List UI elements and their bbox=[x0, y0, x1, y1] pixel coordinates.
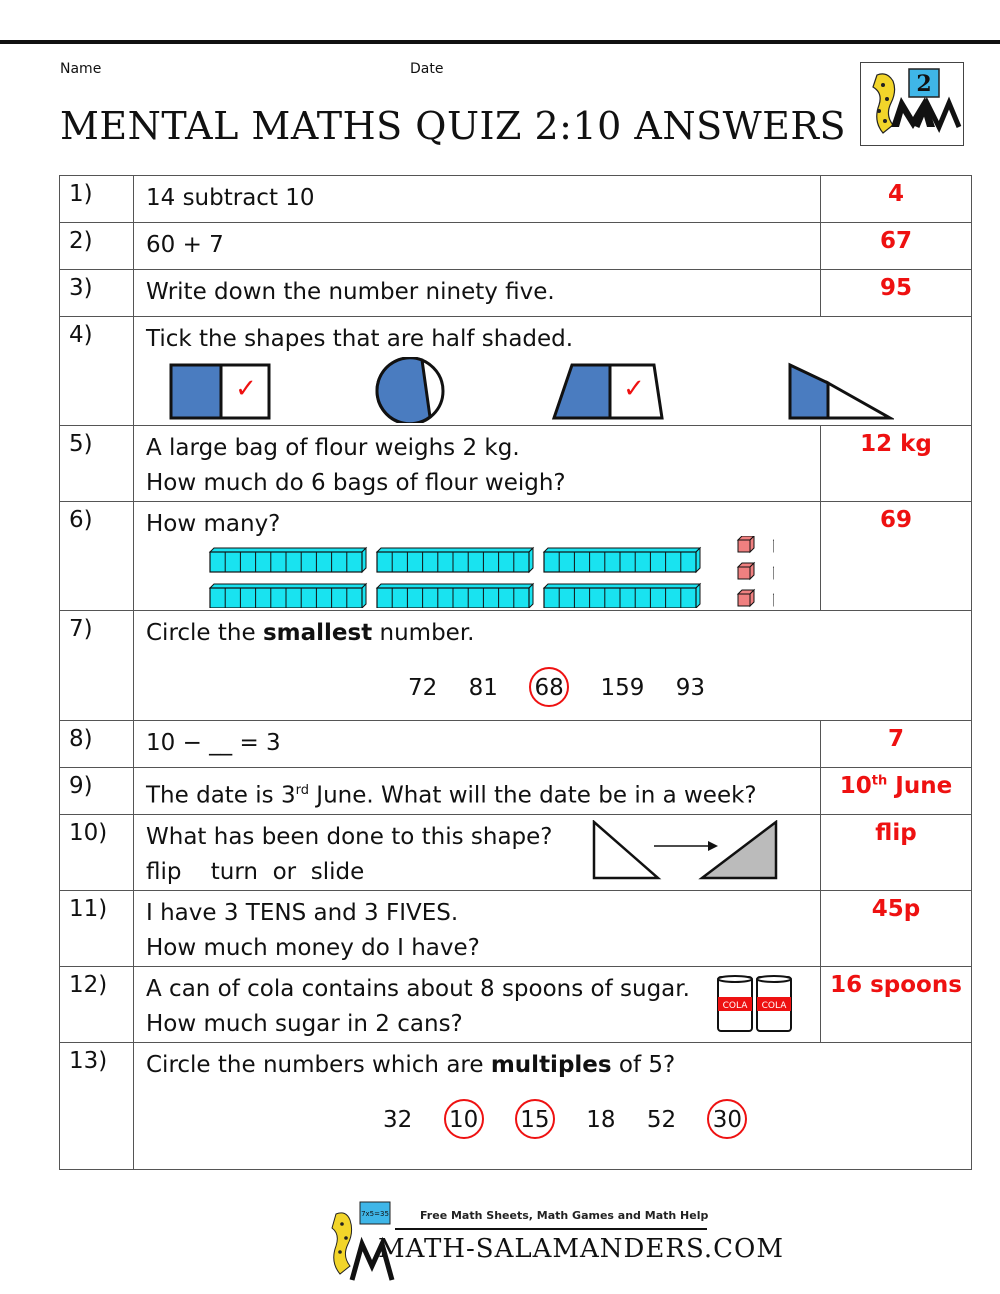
logo-badge bbox=[860, 62, 964, 146]
question-number: 7) bbox=[60, 611, 134, 721]
question-cell bbox=[134, 611, 972, 721]
arrow-icon bbox=[708, 841, 718, 851]
tick-mark-icon: ✓ bbox=[623, 374, 645, 404]
answer-cell bbox=[821, 768, 972, 815]
ten-rod bbox=[544, 584, 700, 608]
question-row bbox=[60, 768, 972, 815]
answer-cell: 69 bbox=[821, 502, 972, 611]
date-label: Date bbox=[410, 61, 444, 77]
tick-mark-icon: ✓ bbox=[235, 374, 257, 404]
number-choices bbox=[371, 1099, 971, 1139]
question-line: flip turn or slide bbox=[146, 859, 365, 885]
question-number: 8) bbox=[60, 721, 134, 768]
question-row bbox=[60, 176, 972, 223]
half-shaded-shapes bbox=[134, 357, 894, 423]
answer-cell: 12 kg bbox=[821, 426, 972, 502]
answer-superscript: th bbox=[871, 773, 888, 789]
question-row bbox=[60, 815, 972, 891]
number-choice: 93 bbox=[675, 675, 705, 701]
shape-trapezium bbox=[554, 365, 662, 418]
question-line: A can of cola contains about 8 spoons of sugar. bbox=[146, 976, 690, 1002]
question-text: 60 + 7 bbox=[134, 223, 821, 270]
base-ten-blocks bbox=[134, 536, 774, 608]
question-line: What has been done to this shape? bbox=[146, 824, 553, 850]
question-number: 11) bbox=[60, 891, 134, 967]
question-row bbox=[60, 270, 972, 317]
text-part: of 5? bbox=[611, 1052, 676, 1078]
question-number: 13) bbox=[60, 1043, 134, 1170]
footer-tagline: Free Math Sheets, Math Games and Math Help bbox=[420, 1209, 709, 1222]
number-choice: 159 bbox=[600, 675, 645, 701]
question-number: 1) bbox=[60, 176, 134, 223]
question-line: How much money do I have? bbox=[146, 935, 480, 961]
question-number: 10) bbox=[60, 815, 134, 891]
shape-rectangle bbox=[171, 365, 269, 418]
shape-triangle bbox=[790, 365, 890, 418]
can-label: COLA bbox=[761, 1001, 787, 1011]
text-part: The date is 3 bbox=[146, 782, 296, 809]
can-label: COLA bbox=[722, 1001, 748, 1011]
answer-cell: 95 bbox=[821, 270, 972, 317]
question-text: Write down the number ninety five. bbox=[134, 270, 821, 317]
question-row bbox=[60, 223, 972, 270]
superscript: rd bbox=[295, 783, 309, 798]
question-text: 14 subtract 10 bbox=[134, 176, 821, 223]
question-line: I have 3 TENS and 3 FIVES. bbox=[146, 900, 459, 926]
question-number: 12) bbox=[60, 967, 134, 1043]
question-number: 9) bbox=[60, 768, 134, 815]
cola-can-icon bbox=[757, 976, 791, 1031]
shape-circle bbox=[377, 358, 443, 423]
ten-rod bbox=[210, 584, 366, 608]
question-line: A large bag of flour weighs 2 kg. bbox=[146, 435, 520, 461]
question-cell bbox=[134, 815, 821, 891]
question-cell bbox=[134, 502, 821, 611]
question-row bbox=[60, 426, 972, 502]
circled-number: 68 bbox=[529, 667, 569, 707]
number-choice: 81 bbox=[468, 675, 498, 701]
question-line: How much sugar in 2 cans? bbox=[146, 1011, 463, 1037]
circled-number: 10 bbox=[444, 1099, 484, 1139]
question-row bbox=[60, 967, 972, 1043]
question-text: Tick the shapes that are half shaded. bbox=[146, 326, 574, 352]
text-bold: multiples bbox=[490, 1052, 612, 1078]
footer-brand: MATH-SALAMANDERS.COM bbox=[378, 1234, 784, 1264]
text-part: Circle the numbers which are bbox=[146, 1052, 491, 1078]
footer-sign-text: 7x5=35 bbox=[361, 1210, 389, 1218]
number-choice: 32 bbox=[383, 1107, 413, 1133]
question-row bbox=[60, 502, 972, 611]
answer-cell: 45p bbox=[821, 891, 972, 967]
number-choice: 18 bbox=[586, 1107, 616, 1133]
question-text bbox=[146, 1048, 971, 1083]
question-row bbox=[60, 721, 972, 768]
number-choices bbox=[396, 667, 971, 707]
answer-part: June bbox=[887, 773, 953, 799]
number-choice: 72 bbox=[408, 675, 438, 701]
question-number: 6) bbox=[60, 502, 134, 611]
question-line: How much do 6 bags of flour weigh? bbox=[146, 470, 566, 496]
question-cell bbox=[134, 967, 821, 1043]
ten-rod bbox=[377, 548, 533, 572]
text-part: Circle the bbox=[146, 620, 263, 646]
answer-cell: 67 bbox=[821, 223, 972, 270]
question-text: 10 − __ = 3 bbox=[134, 721, 821, 768]
circled-number: 15 bbox=[515, 1099, 555, 1139]
question-row bbox=[60, 611, 972, 721]
question-cell bbox=[134, 317, 972, 426]
question-row bbox=[60, 891, 972, 967]
ten-rod bbox=[544, 548, 700, 572]
top-rule bbox=[0, 40, 1000, 44]
question-cell bbox=[134, 1043, 972, 1170]
question-text: How many? bbox=[146, 511, 281, 537]
answer-part: 10 bbox=[839, 773, 872, 799]
unit-cube bbox=[738, 563, 754, 579]
question-row bbox=[60, 317, 972, 426]
quiz-table bbox=[59, 175, 972, 1170]
salamander-logo-icon bbox=[861, 63, 963, 145]
name-label: Name bbox=[60, 61, 102, 77]
answer-cell: 7 bbox=[821, 721, 972, 768]
question-text bbox=[146, 616, 971, 651]
question-number: 4) bbox=[60, 317, 134, 426]
circled-number: 30 bbox=[707, 1099, 747, 1139]
text-part: June. What will the date be in a week? bbox=[308, 782, 757, 809]
ten-rod bbox=[210, 548, 366, 572]
page-title: MENTAL MATHS QUIZ 2:10 ANSWERS bbox=[60, 104, 847, 148]
text-part: number. bbox=[372, 620, 475, 646]
question-number: 5) bbox=[60, 426, 134, 502]
logo-grade: 2 bbox=[916, 71, 932, 97]
question-cell bbox=[134, 768, 821, 815]
question-row bbox=[60, 1043, 972, 1170]
answer-cell: 4 bbox=[821, 176, 972, 223]
unit-cube bbox=[738, 536, 754, 552]
number-choice: 52 bbox=[646, 1107, 677, 1133]
footer-divider bbox=[395, 1228, 707, 1230]
question-number: 2) bbox=[60, 223, 134, 270]
unit-cube bbox=[738, 590, 754, 606]
cola-can-icon bbox=[718, 976, 752, 1031]
question-cell bbox=[134, 891, 821, 967]
flip-diagram bbox=[592, 820, 782, 882]
cola-cans bbox=[716, 973, 796, 1035]
answer-cell: flip bbox=[821, 815, 972, 891]
answer-cell: 16 spoons bbox=[821, 967, 972, 1043]
question-cell bbox=[134, 426, 821, 502]
text-bold: smallest bbox=[262, 620, 373, 646]
question-number: 3) bbox=[60, 270, 134, 317]
ten-rod bbox=[377, 584, 533, 608]
